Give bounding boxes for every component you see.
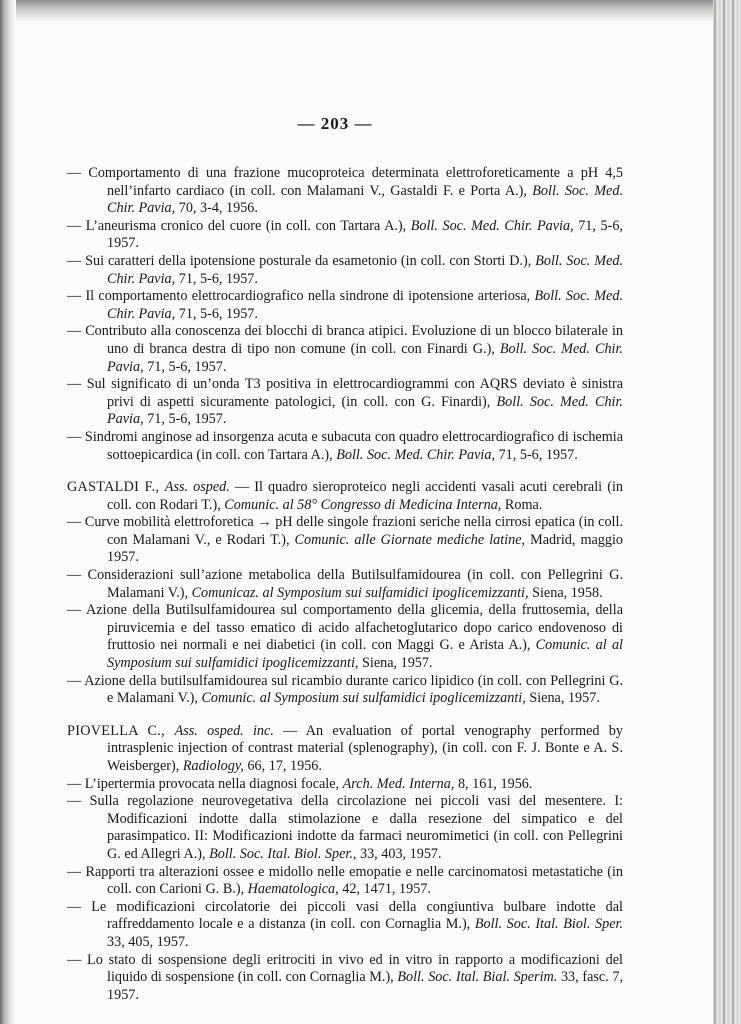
author-name: GASTALDI F.,	[67, 479, 165, 496]
entry-text: 71, 5-6, 1957.	[107, 217, 623, 252]
journal-title: Boll. Soc. Ital. Biol. Sper.,	[209, 845, 357, 862]
entry-text: — Azione della butilsulfamidourea sul ricambio durante carico lipidico (in coll. con Pellegrini G. e Malamani V.),	[67, 672, 623, 707]
bibliography-entry	[67, 673, 623, 708]
entry-text: — Sui caratteri della ipotensione posturale da esametonio (in coll. con Storti D.),	[67, 252, 536, 269]
entry-text: 42, 1471, 1957.	[338, 881, 431, 898]
bibliography-entry	[67, 602, 623, 672]
scan-edge-right	[713, 0, 741, 1024]
entry-text: — Le modificazioni circolatorie dei piccoli vasi della congiuntiva bulbare indotte dal raffreddamento locale e a distanza (in coll. con Cornaglia M.),	[67, 898, 623, 933]
author-name: PIOVELLA C.,	[67, 722, 175, 739]
scan-edge-top	[0, 0, 741, 22]
bibliography-list	[67, 165, 623, 1019]
entry-text: — L’aneurisma cronico del cuore (in coll. con Tartara A.),	[67, 217, 411, 234]
entry-text: 70, 3-4, 1956.	[175, 200, 258, 217]
journal-title: Boll. Soc. Med. Chir. Pavia,	[107, 340, 623, 375]
entry-text: — Comportamento di una frazione mucoproteica determinata elettroforeticamente a pH 4,5 nell’infarto cardiaco (in coll. con Malamani V., Gastaldi F. e Porta A.),	[67, 165, 623, 199]
journal-title: Comunicaz. al Symposium sui sulfamidici ipoglicemizzanti,	[191, 584, 529, 601]
bibliography-entry	[67, 776, 623, 794]
journal-title: Comunic. al 58° Congresso di Medicina Interna,	[224, 496, 502, 513]
publication-group	[67, 165, 623, 464]
author-publication-group	[67, 479, 623, 708]
entry-text: — Il quadro sieroproteico negli accidenti vasali acuti cerebrali (in coll. con Rodari T.),	[107, 479, 623, 513]
entry-text: Roma.	[501, 496, 543, 513]
entry-text: 71, 5-6, 1957.	[143, 411, 227, 428]
bibliography-entry	[67, 165, 623, 218]
bibliography-entry	[67, 514, 623, 567]
bibliography-entry	[67, 952, 623, 1005]
journal-title: Ass. osped.	[164, 479, 230, 496]
bibliography-entry	[67, 899, 623, 952]
author-publication-group	[67, 723, 623, 1005]
entry-text: — An evaluation of portal venography performed by intrasplenic injection of contrast material (splenography), (in coll. con F. J. Bonte e A. S. Weisberger),	[107, 722, 623, 774]
entry-text: 71, 5-6, 1957.	[175, 305, 258, 322]
entry-text: 8, 161, 1956.	[454, 775, 533, 792]
entry-text: Siena, 1957.	[525, 690, 600, 707]
journal-title: Comunic. alle Giornate mediche latine,	[294, 531, 526, 548]
bibliography-entry	[67, 429, 623, 464]
entry-text: 71, 5-6, 1957.	[495, 446, 578, 463]
journal-title: Boll. Soc. Med. Chir. Pavia,	[336, 446, 496, 463]
entry-text: — Azione della Butilsulfamidourea sul comportamento della glicemia, della fruttosemia, della piruvicemia e del tasso ematico di acido alfachetoglutarico dopo carico endovenoso di fruttosio nei normali e nei diabetici (in coll. con Maggi G. e Arista A.),	[67, 602, 623, 654]
journal-title: Radiology,	[182, 758, 244, 774]
entry-text: Siena, 1957.	[358, 655, 433, 672]
bibliography-entry	[67, 288, 623, 323]
bibliography-entry	[67, 218, 623, 253]
scan-edge-left	[0, 0, 16, 1024]
journal-title: Boll. Soc. Ital. Bial. Sperim.	[397, 969, 558, 986]
bibliography-entry	[67, 864, 623, 899]
entry-text: — Considerazioni sull’azione metabolica della Butilsulfamidourea (in coll. con Pellegrini G. Malamani V.),	[67, 567, 623, 601]
entry-text: — Il comportamento elettrocardiografico nella sindrone di ipotensione arteriosa,	[67, 288, 535, 305]
journal-title: Comunic. al al Symposium sui sulfamidici ipoglicemizzanti,	[107, 637, 623, 672]
journal-title: Boll. Soc. Med. Chir. Pavia,	[107, 288, 623, 322]
bibliography-entry	[67, 253, 623, 288]
journal-title: Boll. Soc. Med. Chir. Pavia,	[107, 182, 623, 217]
entry-text: — L’ipertermia provocata nella diagnosi focale,	[67, 775, 343, 792]
entry-text: 33, fasc. 7, 1957.	[107, 969, 624, 1003]
entry-text: Madrid, maggio 1957.	[107, 531, 623, 566]
journal-title: Boll. Soc. Med. Chir. Pavia,	[107, 252, 624, 287]
bibliography-entry	[67, 479, 623, 514]
journal-title: Arch. Med. Interna,	[342, 775, 455, 792]
journal-title: Haematologica,	[247, 881, 339, 898]
entry-text: 33, 403, 1957.	[356, 845, 442, 862]
entry-text: — Contributo alla conoscenza dei blocchi di branca atipici. Evoluzione di un blocco bilaterale in uno di branca destra di tipo non comune (in coll. con Finardi G.),	[67, 323, 623, 357]
journal-title: Boll. Soc. Med. Chir. Pavia,	[410, 217, 574, 234]
bibliography-entry	[67, 793, 623, 863]
page-number: — 203 —	[297, 114, 373, 133]
entry-text: — Sindromi anginose ad insorgenza acuta e subacuta con quadro elettrocardiografico di ischemia sottoepicardica (in coll. con Tartara A.),	[67, 428, 623, 463]
journal-title: Ass. osped. inc.	[174, 722, 274, 739]
entry-text: 71, 5-6, 1957.	[143, 358, 227, 375]
entry-text: 33, 405, 1957.	[107, 933, 189, 950]
journal-title: Boll. Soc. Med. Chir. Pavia,	[107, 393, 623, 428]
journal-title: Boll. Soc. Ital. Biol. Sper.	[474, 916, 624, 933]
entry-text: — Sul significato di un’onda T3 positiva in elettrocardiogrammi con AQRS deviato è sinistra privi di aspetti sicuramente patologici, (in coll. con G. Finardi),	[67, 376, 623, 410]
entry-text: — Lo stato di sospensione degli eritrociti in vivo ed in vitro in rapporto a modificazioni del liquido di sospensione (in coll. con Cornaglia M.),	[67, 951, 623, 986]
bibliography-entry	[67, 567, 623, 602]
entry-text: 71, 5-6, 1957.	[175, 270, 258, 287]
journal-title: Comunic. al Symposium sui sulfamidici ipoglicemizzanti,	[201, 690, 526, 707]
entry-text: — Curve mobilità elettroforetica → pH delle singole frazioni seriche nella cirrosi epatica (in coll. con Malamani V., e Rodari T.),	[67, 514, 623, 548]
entry-text: 66, 17, 1956.	[243, 758, 322, 774]
bibliography-entry	[67, 723, 623, 776]
entry-text: — Rapporti tra alterazioni ossee e midollo nelle emopatie e nelle carcinomatosi metastatiche (in coll. con Carioni G. B.),	[67, 863, 623, 898]
bibliography-entry	[67, 323, 623, 376]
bibliography-entry	[67, 376, 623, 429]
entry-text: Siena, 1958.	[528, 584, 603, 601]
entry-text: — Sulla regolazione neurovegetativa della circolazione nei piccoli vasi del mesentere. I: Modificazioni indotte dalla stimolazione e dalla resezione del simpatico e del parasimpatico. II: Modificazioni indotte da farmaci neuromimetici (in coll. con Pellegrini G. ed Allegri A.),	[67, 793, 623, 862]
